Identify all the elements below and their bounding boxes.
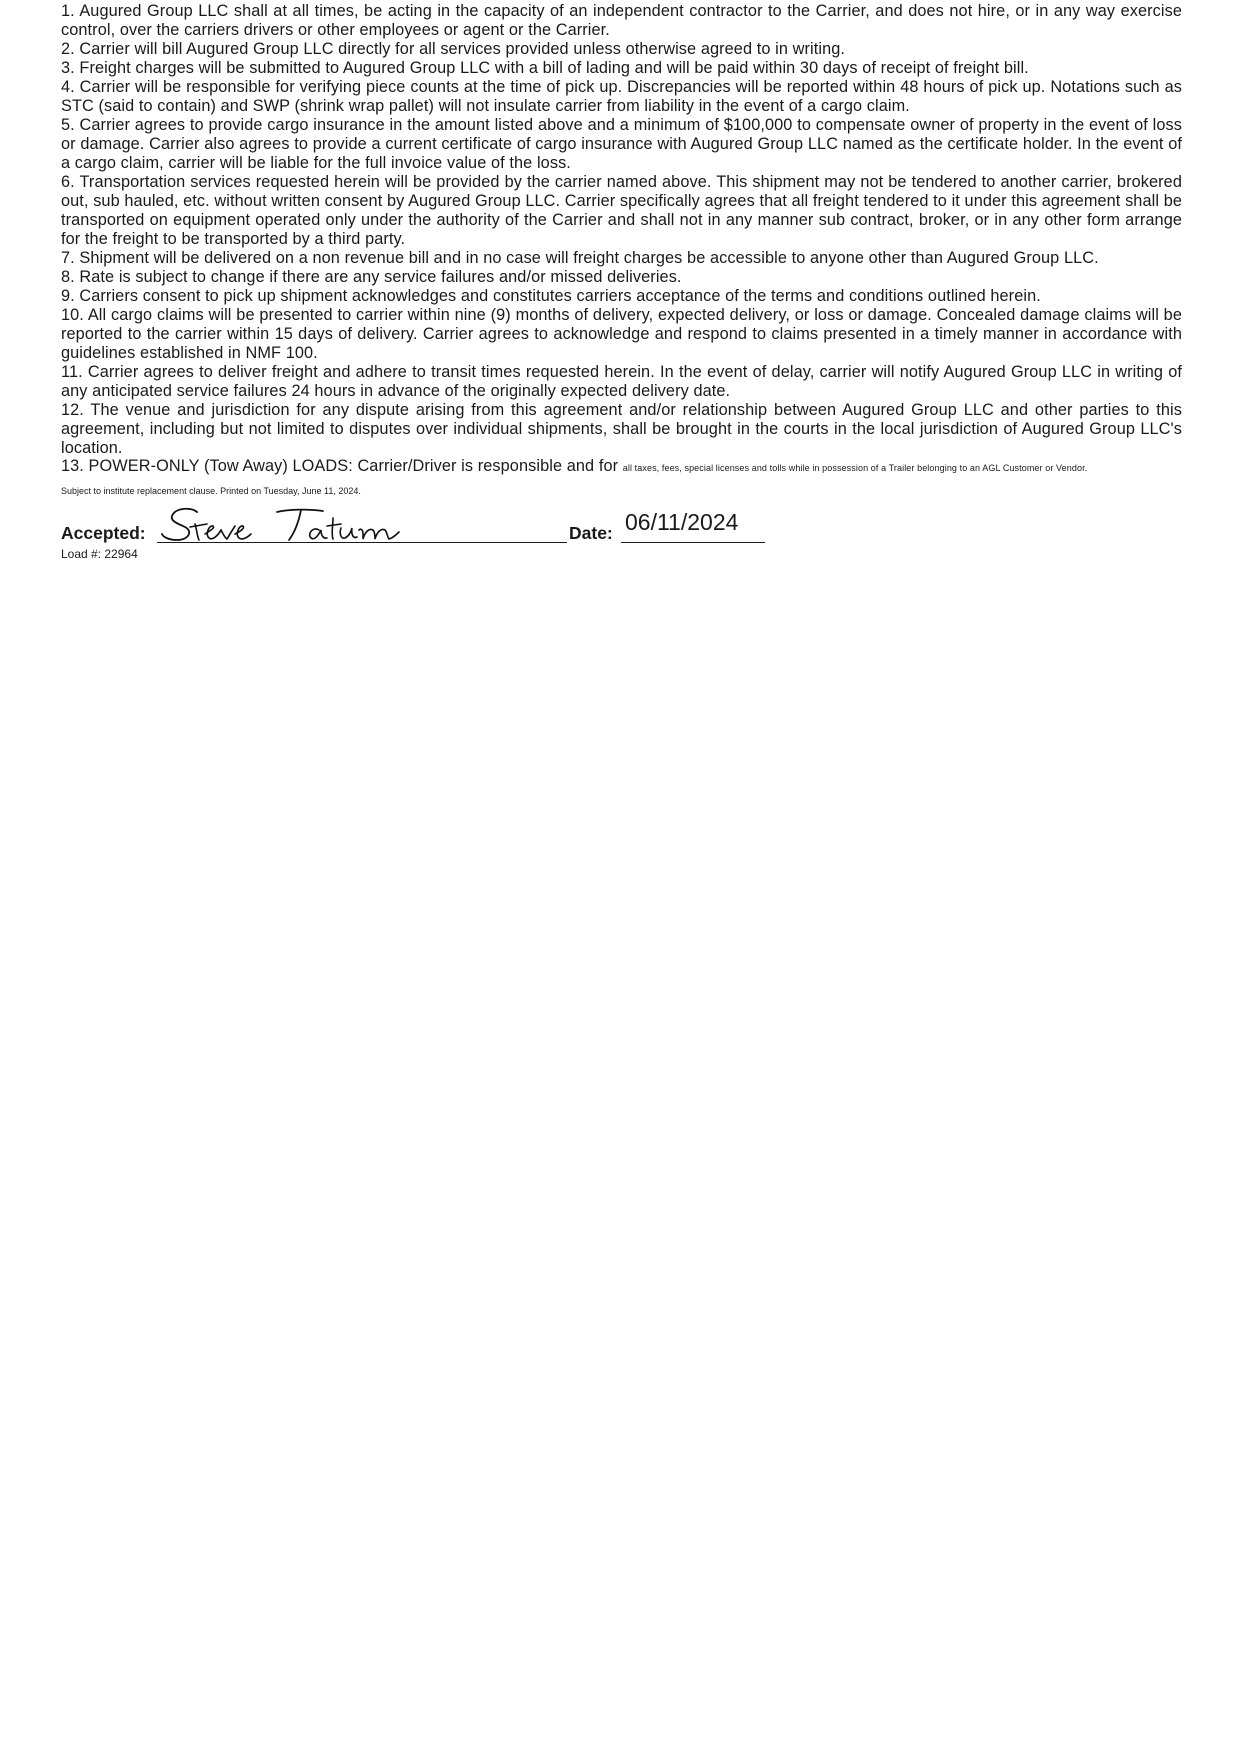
signature-row [61,502,1182,546]
date-label: Date: [569,523,613,543]
term-6: 6. Transportation services requested herein will be provided by the carrier named above. This shipment may not be tendered to another carrier, brokered out, sub hauled, etc. without written consent by Augured Group LLC. Carrier specifically agrees that all freight tendered to it under this agreement shall be transported on equipment operated only under the authority of the Carrier and shall not in any manner sub contract, broker, or in any other form arrange for the freight to be transported by a third party. [61,173,1182,248]
term-7: 7. Shipment will be delivered on a non revenue bill and in no case will freight charges be accessible to anyone other than Augured Group LLC. [61,249,1099,267]
term-1: 1. Augured Group LLC shall at all times, be acting in the capacity of an independent contractor to the Carrier, and does not hire, or in any way exercise control, over the carriers drivers or other employees or agent or the Carrier. [61,2,1182,39]
term-4: 4. Carrier will be responsible for verifying piece counts at the time of pick up. Discrepancies will be reported within 48 hours of pick up. Notations such as STC (said to contain) and SWP (shrink wrap pallet) will not insulate carrier from liability in the event of a cargo claim. [61,78,1182,115]
term-2: 2. Carrier will bill Augured Group LLC directly for all services provided unless otherwise agreed to in writing. [61,40,846,58]
term-9: 9. Carriers consent to pick up shipment acknowledges and constitutes carriers acceptance of the terms and conditions outlined herein. [61,287,1041,305]
term-13-fine-print: all taxes, fees, special licenses and tolls while in possession of a Trailer belonging to an AGL Customer or Vendor. [622,463,1088,473]
document-page [61,2,1182,561]
load-number: Load #: 22964 [61,547,138,561]
terms-list [61,2,1182,475]
date-value: 06/11/2024 [625,509,739,535]
date-line [621,542,765,543]
term-8: 8. Rate is subject to change if there are any service failures and/or missed deliveries. [61,268,682,286]
accepted-label: Accepted: [61,523,146,543]
term-12: 12. The venue and jurisdiction for any dispute arising from this agreement and/or relationship between Augured Group LLC and other parties to this agreement, including but not limited to disputes over individual shipments, shall be brought in the courts in the local jurisdiction of Augured Group LLC's location. [61,401,1182,457]
term-3: 3. Freight charges will be submitted to Augured Group LLC with a bill of lading and will be paid within 30 days of receipt of freight bill. [61,59,1029,77]
term-13-lead: 13. POWER-ONLY (Tow Away) LOADS: Carrier/Driver is responsible and for [61,457,619,475]
term-13 [61,458,1182,475]
term-10: 10. All cargo claims will be presented to carrier within nine (9) months of delivery, expected delivery, or loss or damage. Concealed damage claims will be reported to the carrier within 15 days of delivery. Carrier agrees to acknowledge and respond to claims presented in a timely manner in accordance with guidelines established in NMF 100. [61,306,1182,362]
term-11: 11. Carrier agrees to deliver freight and adhere to transit times requested herein. In the event of delay, carrier will notify Augured Group LLC in writing of any anticipated service failures 24 hours in advance of the originally expected delivery date. [61,363,1182,400]
signature-line [157,542,567,543]
term-5: 5. Carrier agrees to provide cargo insurance in the amount listed above and a minimum of $100,000 to compensate owner of property in the event of loss or damage. Carrier also agrees to provide a current certificate of cargo insurance with Augured Group LLC named as the certificate holder. In the event of a cargo claim, carrier will be liable for the full invoice value of the loss. [61,116,1182,172]
handwritten-signature [157,504,477,544]
subject-note: Subject to institute replacement clause. Printed on Tuesday, June 11, 2024. [61,486,361,496]
